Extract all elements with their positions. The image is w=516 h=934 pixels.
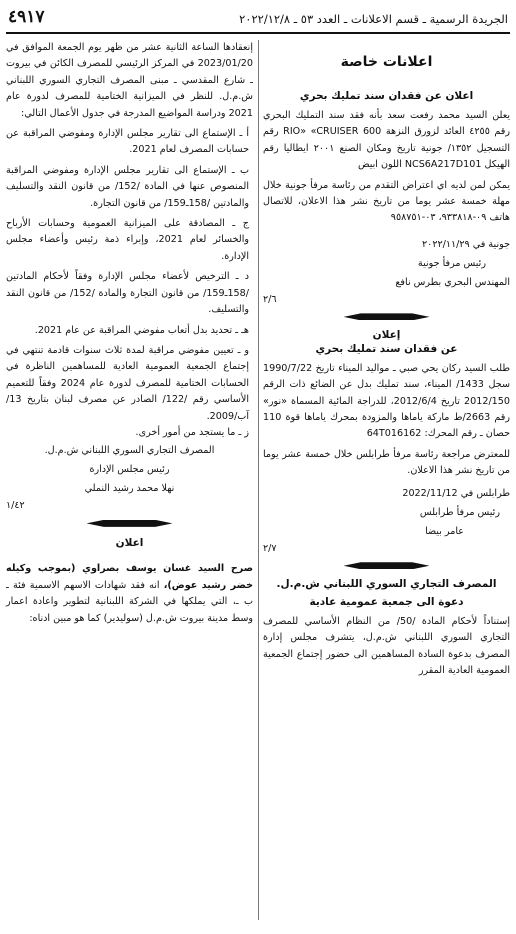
ad-body: يعلن السيد محمد رفعت سعد بأنه فقد سند التمليك البحري رقم ٤٢٥٥ العائد لزورق النزهة 600 RIO» «CRUISER رقم التسجيل ١٣٥٢/ جونية تاريخ ومكان الصنع ٢٠٠١ ايطاليا رقم الهيكل NCS6A217D101 اللون ابيض [263, 110, 511, 171]
page-number: ٤٩١٧ [8, 7, 45, 27]
signature-name: المهندس البحري بطرس نافع [395, 276, 510, 288]
ad-body-objection: يمكن لمن لديه اي اعتراض التقدم من رئاسة مرفأ جونية خلال مهلة خمسة عشر يوما من تاريخ نشر هذا الاعلان، للاتصال هاتف ٠٩-٩٣٣٨١٨، ٠٣-٩٥٨٧٥١ [263, 179, 510, 224]
agenda-item: ج ـ المصادقة على الميزانية العمومية وحسابات الأرباح والخسائر لعام 2021، وإبراء ذمة رئيس وأعضاء مجلس الإدارة. [6, 218, 249, 262]
ad-body: إستناداً لأحكام المادة /50/ من النظام الأساسي للمصرف التجاري السوري اللبناني ش.م.ل، يتشرف مجلس إدارة المصرف بدعوة السادة المساهمين الى حضور إجتماع الجمعية العمومية العادية المقرر [263, 615, 510, 676]
signature-bank: المصرف التجاري السوري اللبناني ش.م.ل. [44, 445, 215, 457]
signature-name: عامر بيضا [425, 525, 464, 537]
agenda-item: ب ـ الإستماع الى تقارير مجلس الإدارة ومفوضي المراقبة المنصوص عنها في المادة /152/ من قانون النقد والتسليف والمادتين /158ـ159/ من قانون التجارة. [6, 164, 249, 209]
ad-body-bold: صرح السيد غسان يوسف بصراوي (بموجب وكيله خضر رشيد عوض)، [6, 563, 253, 591]
separator-ornament [263, 311, 510, 323]
ad-bank-general-assembly [263, 578, 510, 680]
signature-name: نهلا محمد رشيد النملي [84, 483, 175, 495]
signature-title: رئيس مجلس الإدارة [89, 464, 170, 476]
ad-title: اعلان عن فقدان سند تمليك بحري [299, 90, 474, 102]
separator-ornament [6, 517, 253, 529]
agenda-item: و ـ تعيين مفوضي مراقبة لمدة ثلاث سنوات قادمة تنتهي في إجتماع الجمعية العمومية العادية للمساهمين الناظرة في الحسابات الختامية للمصرف لدورة عام 2024 وفقاً للتعميم الأساسي رقم /122/ الصادر عن مصرف لبنان بتاريخ 13/آب/2009. [6, 344, 249, 422]
ad-reference: ٢/٦ [263, 293, 277, 305]
agenda-item: أ ـ الإستماع الى تقارير مجلس الإدارة ومفوضي المراقبة عن حسابات المصرف لعام 2021. [6, 128, 249, 156]
signature-title: رئيس مرفأ جونية [417, 257, 486, 269]
ad-lost-marine-deed-tripoli [263, 329, 510, 554]
column-divider [258, 40, 259, 920]
ad-body-objection: للمعترض مراجعة رئاسة مرفأ طرابلس خلال خمسة عشر يوما من تاريخ نشر هذا الاعلان. [263, 448, 510, 477]
assembly-intro: إنعقادها الساعة الثانية عشر من ظهر يوم الجمعة الموافق في 2023/01/20 في المركز الرئيسي للمصرف الكائن في بيروت ـ شارع المقدسي ـ مبنى المصرف التجاري السوري اللبناني ش.م.ل. للنظر في الميزانية الختامية للمصرف لدورة عام 2021 ودراسة المواضيع المدرجة في جدول الأعمال التالي: [6, 42, 253, 119]
separator-ornament [263, 560, 510, 572]
ad-label: إعلان [372, 328, 401, 341]
signature-title: رئيس مرفأ طرابلس [419, 506, 500, 518]
ad-reference: ٢/٧ [263, 542, 277, 554]
ad-title: اعلان [115, 537, 144, 550]
ad-date: طرابلس في 2022/11/12 [402, 487, 510, 499]
ad-title: عن فقدان سند تمليك بحري [315, 342, 458, 355]
right-column [263, 40, 510, 679]
ad-body: طلب السيد ركان يحي صبي ـ مواليد الميناء تاريخ 1990/7/22 سجل 1433/ الميناء، سند تمليك بدل عن الضائع ذات الرقم 2012/150 تاريخ 2012/6/4، للدراجة المائية المسماة «نور» رقم 2663/ط ماركة ياماها والمزودة بمحرك ياماها قوة 110 حصان ـ رقم المحرك: 64T016162 [263, 362, 511, 440]
ad-body [6, 561, 253, 627]
agenda-item: هـ ـ تحديد بدل أتعاب مفوضي المراقبة عن عام 2021. [34, 324, 249, 336]
left-column [6, 40, 253, 627]
ad-title: المصرف التجاري السوري اللبناني ش.م.ل. [276, 577, 497, 590]
page-header [6, 6, 510, 34]
agenda-item: ز ـ ما يستجد من أمور أخرى. [135, 426, 249, 438]
agenda-item: د ـ الترخيص لأعضاء مجلس الإدارة وفقاً لأحكام المادتين /158ـ159/ من قانون التجارة والمادة /152/ من قانون النقد والتسليف. [6, 271, 249, 316]
ad-lost-share-certificates [6, 537, 253, 627]
ad-lost-marine-deed-jounieh [263, 90, 510, 305]
section-title: اعلانات خاصة [340, 54, 433, 70]
ad-subtitle: دعوة الى جمعية عمومية عادية [309, 595, 464, 608]
ad-body-text: انه فقد شهادات الاسهم الاسمية فئة ـ ب ـ، التي يملكها في الشركة اللبنانية لتطوير واعادة اعمار وسط مدينة بيروت ش.م.ل (سوليدير) كما هو مبين ادناه: [6, 579, 253, 624]
ad-reference: ١/٤٢ [6, 500, 25, 512]
header-title: الجريدة الرسمية ـ قسم الاعلانات ـ العدد ٥٣ ـ ٢٠٢٢/١٢/٨ [239, 12, 508, 26]
ad-date: جونية في ٢٠٢٢/١١/٢٩ [422, 238, 510, 250]
